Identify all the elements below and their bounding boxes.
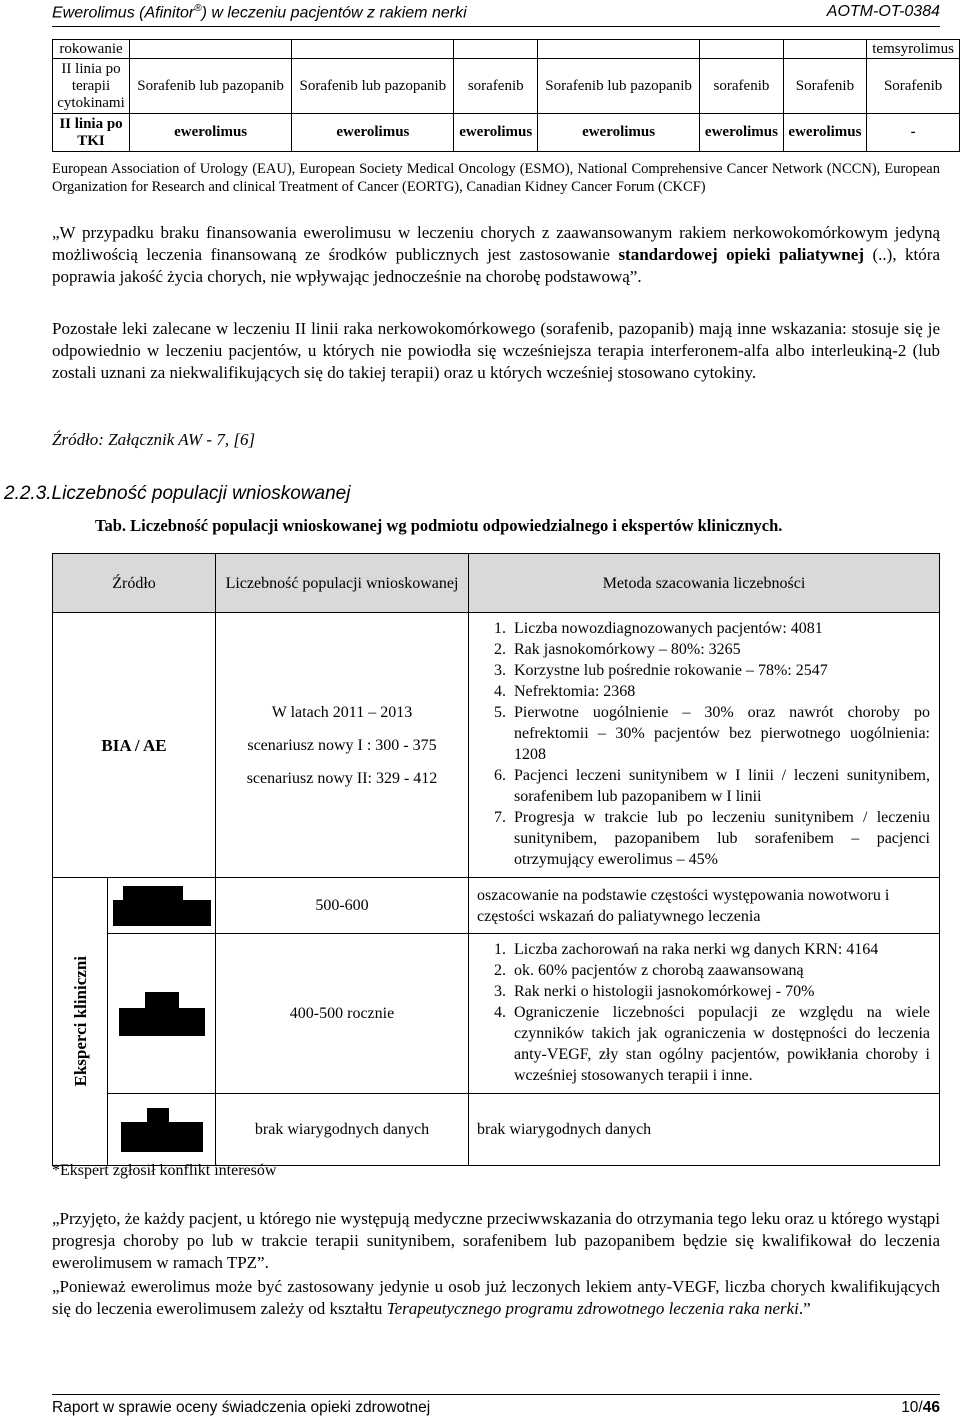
- header-code: AOTM-OT-0384: [826, 3, 940, 20]
- redacted-expert-3: [108, 1094, 216, 1166]
- quote-paragraph-1: „W przypadku braku finansowania ewerolimusu w leczeniu chorych z zaawansowanym rakiem nerkowokomórkowym jedyną możliwością leczenia finansowaną ze środków publicznych jest zastosowanie standardowej opieki paliatywnej (..), która poprawia jakość życia chorych, nie wpływając jednocześnie na chorobę podstawową”.: [52, 223, 940, 286]
- count-expert-2: 400-500 rocznie: [216, 934, 469, 1094]
- footnote: *Ekspert zgłosił konflikt interesów: [52, 1162, 277, 1179]
- table-row-expert-3: [53, 1094, 940, 1166]
- method-expert-1: oszacowanie na podstawie częstości występowania nowotworu i częstości wskazań do paliatywnego leczenia: [469, 878, 940, 934]
- abbreviation-note: European Association of Urology (EAU), European Society Medical Oncology (ESMO), National Comprehensive Cancer Network (NCCN), European Organization for Research and clinical Treatment of Cancer (EORTG), Canadian Kidney Cancer Forum (CKCF): [52, 161, 940, 195]
- table-row-expert-1: [53, 878, 940, 934]
- method-expert-3: brak wiarygodnych danych: [469, 1094, 940, 1166]
- header-source: Źródło: [53, 554, 216, 613]
- paragraph-other-drugs: Pozostałe leki zalecane w leczeniu II linii raka nerkowokomórkowego (sorafenib, pazopanib) mają inne wskazania: stosuje się je odpowiednio w leczeniu pacjentów, u których nie powiodła się wcześniejsza terapia interferonem-alfa albo interleukiną-2 (lub zostali uznani za niekwalifikujących się do takiej terapii) oraz u których wcześniej stosowano cytokiny.: [52, 319, 940, 382]
- source-note: Źródło: Załącznik AW - 7, [6]: [52, 430, 256, 449]
- list-item: 3. Korzystne lub pośrednie rokowanie – 78%: 2547: [510, 660, 930, 681]
- list-item: 1. Liczba zachorowań na raka nerki wg danych KRN: 4164: [510, 939, 930, 960]
- count-expert-3: brak wiarygodnych danych: [216, 1094, 469, 1166]
- list-item: 2. ok. 60% pacjentów z chorobą zaawansowaną: [510, 960, 930, 981]
- count-expert-1: 500-600: [216, 878, 469, 934]
- section-title: 2.2.3.Liczebność populacji wnioskowanej: [4, 483, 351, 504]
- header-method: Metoda szacowania liczebności: [469, 554, 940, 613]
- experts-label-cell: [53, 878, 108, 1166]
- table-caption: Tab. Liczebność populacji wnioskowanej wg podmiotu odpowiedzialnego i ekspertów klinicznych.: [95, 516, 783, 535]
- redaction-block: [113, 886, 211, 926]
- count-bia: W latach 2011 – 2013 scenariusz nowy I : 300 - 375 scenariusz nowy II: 329 - 412: [216, 613, 469, 878]
- list-item: 1. Liczba nowozdiagnozowanych pacjentów: 4081: [510, 618, 930, 639]
- treatment-table: [52, 39, 960, 152]
- table-row: II linia po terapii cytokinami Sorafenib lub pazopanib Sorafenib lub pazopanib sorafenib Sorafenib lub pazopanib sorafenib Sorafenib Sorafenib: [53, 59, 960, 114]
- table-row: rokowanie temsyrolimus: [53, 40, 960, 59]
- redaction-block: [119, 992, 205, 1036]
- list-item: 4. Ograniczenie liczebności populacji ze względu na wiele czynników takich jak ograniczenia w dostępności do leczenia anty-VEGF, zły stan ogólny pacjentów, powikłania choroby i wcześniej stosowanych terapii i inne.: [510, 1002, 930, 1086]
- table-row-bia: [53, 613, 940, 878]
- list-item: 7. Progresja w trakcie lub po leczeniu sunitynibem / leczeniu sunitynibem, pazopanibem lub sorafenibem – pacjenci otrzymujący ewerolimus – 45%: [510, 807, 930, 870]
- page-number: 10/46: [901, 1399, 940, 1416]
- header-title: Ewerolimus (Afinitor®) w leczeniu pacjentów z rakiem nerki: [52, 3, 467, 22]
- page-footer: [52, 1394, 940, 1420]
- method-bia: [469, 613, 940, 878]
- page-header: [52, 0, 940, 27]
- method-expert-2: [469, 934, 940, 1094]
- list-item: 5. Pierwotne uogólnienie – 30% oraz nawrót choroby po nefrektomii – 30% pacjentów bez pierwotnego uogólnienia: 1208: [510, 702, 930, 765]
- list-item: 2. Rak jasnokomórkowy – 80%: 3265: [510, 639, 930, 660]
- table-row-expert-2: [53, 934, 940, 1094]
- redacted-expert-1: [108, 878, 216, 934]
- list-item: 4. Nefrektomia: 2368: [510, 681, 930, 702]
- redaction-block: [121, 1108, 203, 1152]
- quote-paragraph-3: „Ponieważ ewerolimus może być zastosowany jedynie u osob już leczonych lekiem anty-VEGF, liczba chorych kwalifikujących się do leczenia ewerolimusem zależy od kształtu Terapeutycznego programu zdrowotnego leczenia raka nerki.”: [52, 1277, 940, 1318]
- source-bia: BIA / AE: [53, 613, 216, 878]
- footer-text: Raport w sprawie oceny świadczenia opieki zdrowotnej: [52, 1399, 431, 1416]
- list-item: 6. Pacjenci leczeni sunitynibem w I linii / leczeni sunitynibem, sorafenibem lub pazopanibem w I linii: [510, 765, 930, 807]
- table-row: II linia po TKI ewerolimus ewerolimus ewerolimus ewerolimus ewerolimus ewerolimus -: [53, 114, 960, 152]
- method-list: [470, 935, 938, 1092]
- quote-paragraph-2: „Przyjęto, że każdy pacjent, u którego nie występują medyczne przeciwwskazania do otrzymania tego leku oraz u którego wystąpi progresja choroby po lub w trakcie terapii sunitynibem, sorafenibem lub pazopanibem będzie się kwalifikował do leczenia ewerolimusem w ramach TPZ”.: [52, 1209, 940, 1272]
- redacted-expert-2: [108, 934, 216, 1094]
- population-table: [52, 553, 940, 1166]
- experts-label: Eksperci kliniczni: [70, 956, 90, 1087]
- list-item: 3. Rak nerki o histologii jasnokomórkowej - 70%: [510, 981, 930, 1002]
- method-list: [470, 614, 938, 876]
- table-header-row: [53, 554, 940, 613]
- header-count: Liczebność populacji wnioskowanej: [216, 554, 469, 613]
